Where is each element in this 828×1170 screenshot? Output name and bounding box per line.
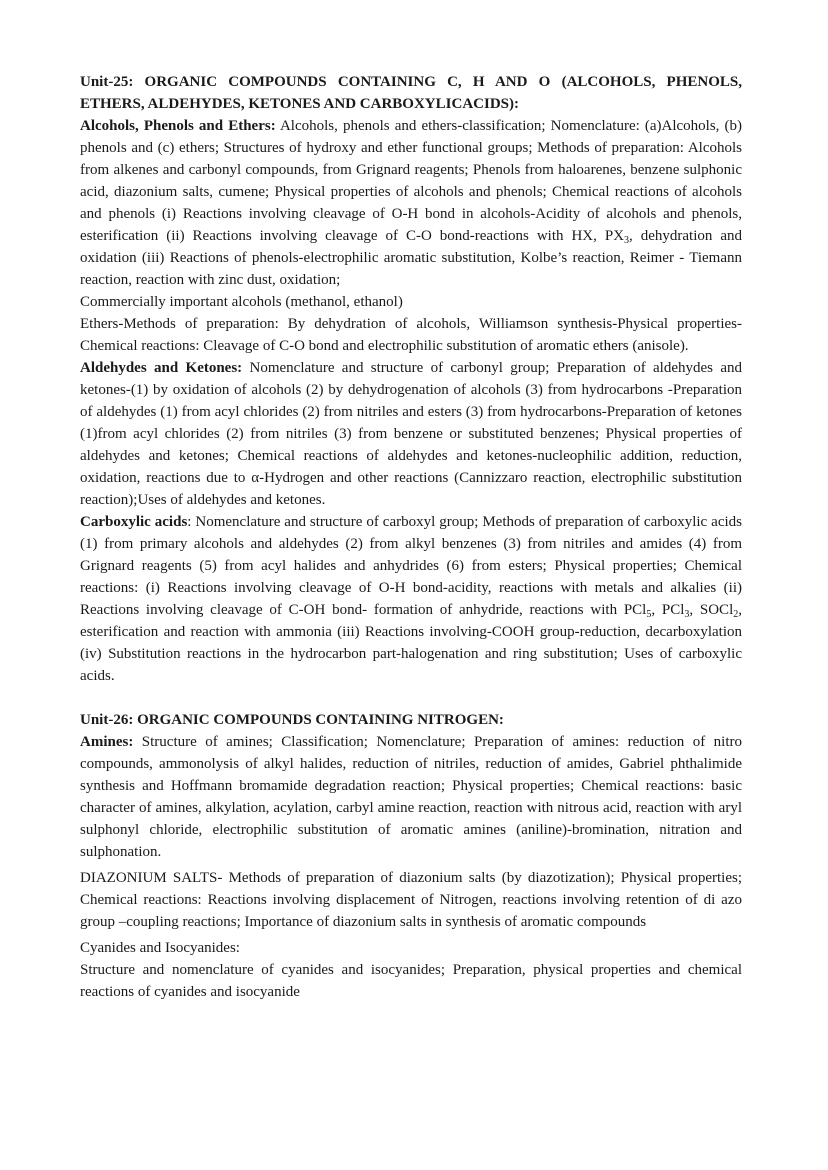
carboxylic-text-4: , esterification and reaction with ammonia (iii) Reactions involving-COOH group-reduction, decarboxylation (iv) Substitution reactions in the hydrocarbon part-halogenation and ring substitution; Uses of carboxylic acids. bbox=[80, 602, 742, 684]
carboxylic-sub-2: 3 bbox=[684, 609, 690, 620]
alcohols-text-2: , dehydration and oxidation (iii) Reactions of phenols-electrophilic aromatic substitution, Kolbe’s reaction, Reimer - Tiemann reaction, reaction with zinc dust, oxidation; bbox=[80, 228, 742, 288]
alcohols-sub-1: 3 bbox=[624, 235, 630, 246]
commercial-alcohols: Commercially important alcohols (methanol, ethanol) bbox=[80, 294, 403, 310]
amines-text: Structure of amines; Classification; Nomenclature; Preparation of amines: reduction of nitro compounds, ammonolysis of alkyl halides, reduction of nitriles, reduction of amides, Gabriel phthalimide synthesis and Hoffmann bromamide degradation reaction; Physical properties; Chemical reactions: basic character of amines, alkylation, acylation, carbyl amine reaction, reaction with nitrous acid, reaction with aryl sulphonyl chloride, electrophilic substitution of aromatic amines (aniline)-bromination, nitration and sulphonation. bbox=[80, 734, 742, 860]
cyanides-heading: Cyanides and Isocyanides: bbox=[80, 940, 240, 956]
carboxylic-sub-1: 5 bbox=[646, 609, 652, 620]
carboxylic-acids-section bbox=[80, 511, 742, 687]
ethers-section bbox=[80, 313, 742, 357]
ethers-text: Methods of preparation: By dehydration of alcohols, Williamson synthesis-Physical properties-Chemical reactions: Cleavage of C-O bond and electrophilic substitution of aromatic ethers (anisole). bbox=[80, 316, 742, 354]
aldehydes-text: Nomenclature and structure of carbonyl group; Preparation of aldehydes and ketones-(1) by oxidation of alcohols (2) by dehydrogenation of alcohols (3) from hydrocarbons -Preparation of aldehydes (1) from acyl chlorides (2) from nitriles and esters (3) from hydrocarbons-Preparation of ketones (1)from acyl chlorides (2) from nitriles (3) from benzene or substituted benzenes; Physical properties of aldehydes and ketones; Chemical reactions of aldehydes and ketones-nucleophilic addition, reduction, oxidation, reactions due to α-Hydrogen and other reactions (Cannizzaro reaction, electrophilic substitution reaction);Uses of aldehydes and ketones. bbox=[80, 360, 742, 508]
amines-section bbox=[80, 731, 742, 863]
carboxylic-text-2: , PCl bbox=[651, 602, 685, 618]
unit-25-title: Unit-25: ORGANIC COMPOUNDS CONTAINING C, H AND O (ALCOHOLS, PHENOLS, ETHERS, ALDEHYDES, KETONES AND CARBOXYLICACIDS): bbox=[80, 74, 742, 112]
alcohols-phenols-ethers-section bbox=[80, 115, 742, 291]
cyanides-text: Structure and nomenclature of cyanides and isocyanides; Preparation, physical properties and chemical reactions of cyanides and isocyanide bbox=[80, 962, 742, 1000]
unit-26-title: Unit-26: ORGANIC COMPOUNDS CONTAINING NITROGEN: bbox=[80, 712, 504, 728]
ethers-heading: Ethers- bbox=[80, 316, 124, 332]
diazonium-section: DIAZONIUM SALTS- Methods of preparation of diazonium salts (by diazotization); Physical properties; Chemical reactions: Reactions involving displacement of Nitrogen, reactions involving retention of di azo group –coupling reactions; Importance of diazonium salts in synthesis of aromatic compounds bbox=[80, 870, 742, 930]
alcohols-text-1: Alcohols, phenols and ethers-classification; Nomenclature: (a)Alcohols, (b) phenols and (c) ethers; Structures of hydroxy and ether functional groups; Methods of preparation: Alcohols from alkenes and carbonyl compounds, from Grignard reagents; Phenols from haloarenes, benzene sulphonic acid, diazonium salts, cumene; Physical properties of alcohols and phenols; Chemical reactions of alcohols and phenols (i) Reactions involving cleavage of O-H bond in alcohols-Acidity of alcohols and phenols, esterification (ii) Reactions involving cleavage of C-O bond-reactions with HX, PX bbox=[80, 118, 742, 244]
carboxylic-text-3: , SOCl bbox=[689, 602, 734, 618]
aldehydes-ketones-section bbox=[80, 357, 742, 511]
syllabus-page bbox=[80, 71, 742, 1003]
alcohols-heading: Alcohols, Phenols and Ethers: bbox=[80, 118, 276, 134]
amines-heading: Amines: bbox=[80, 734, 134, 750]
carboxylic-heading: Carboxylic acids bbox=[80, 514, 188, 530]
carboxylic-text-1: : Nomenclature and structure of carboxyl group; Methods of preparation of carboxylic acids (1) from primary alcohols and aldehydes (2) from alkyl benzenes (3) from nitriles and amides (4) from Grignard reagents (5) from acyl halides and anhydrides (6) from esters; Physical properties; Chemical reactions: (i) Reactions involving cleavage of O-H bond-acidity, reactions with metals and alkalies (ii) Reactions involving cleavage of C-OH bond- formation of anhydride, reactions with PCl bbox=[80, 514, 742, 618]
carboxylic-sub-3: 2 bbox=[733, 609, 739, 620]
aldehydes-heading: Aldehydes and Ketones: bbox=[80, 360, 243, 376]
section-spacer bbox=[80, 687, 742, 709]
